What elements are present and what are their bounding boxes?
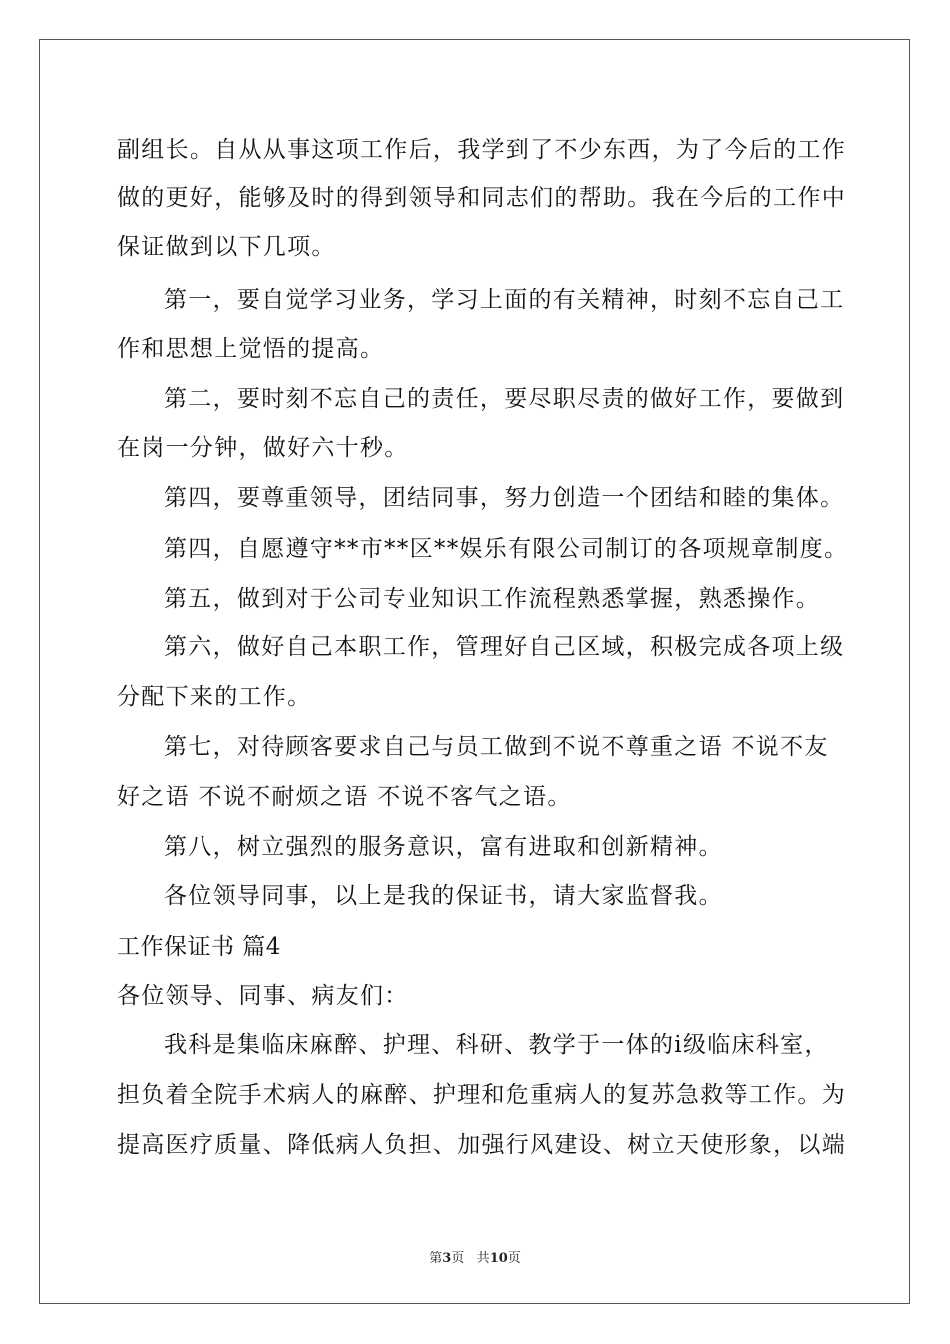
footer-total-suffix: 页 (507, 1251, 521, 1266)
page-border (39, 39, 910, 1304)
body-line: 第二，要时刻不忘自己的责任，要尽职尽责的做好工作，要做到 (164, 386, 845, 412)
body-line: 分配下来的工作。 (117, 684, 312, 710)
body-line: 第四，自愿遵守**市**区**娱乐有限公司制订的各项规章制度。 (164, 536, 849, 562)
salutation-line: 各位领导、同事、病友们： (117, 983, 409, 1009)
body-line: 副组长。自从从事这项工作后，我学到了不少东西，为了今后的工作 (117, 137, 846, 163)
footer-page-suffix: 页 (451, 1251, 465, 1266)
body-line: 作和思想上觉悟的提高。 (117, 336, 385, 362)
body-line: 我科是集临床麻醉、护理、科研、教学于一体的ⅰ级临床科室， (164, 1032, 829, 1058)
body-line: 做的更好，能够及时的得到领导和同志们的帮助。我在今后的工作中 (117, 185, 846, 211)
footer-page-current: 3 (442, 1251, 452, 1266)
body-line: 第八，树立强烈的服务意识，富有进取和创新精神。 (164, 834, 723, 860)
body-line: 在岗一分钟，做好六十秒。 (117, 435, 409, 461)
body-line: 保证做到以下几项。 (117, 234, 336, 260)
body-line: 第六，做好自己本职工作，管理好自己区域，积极完成各项上级 (164, 634, 845, 660)
body-line: 第四，要尊重领导，团结同事，努力创造一个团结和睦的集体。 (164, 485, 845, 511)
section-heading: 工作保证书 篇4 (117, 934, 281, 960)
page-footer (0, 1247, 950, 1266)
footer-page-total: 10 (489, 1251, 508, 1266)
body-line: 第五，做到对于公司专业知识工作流程熟悉掌握，熟悉操作。 (164, 586, 821, 612)
footer-total-prefix: 共 (476, 1251, 490, 1266)
footer-page-prefix: 第 (429, 1251, 443, 1266)
body-line: 第七，对待顾客要求自己与员工做到不说不尊重之语 不说不友 (164, 734, 829, 760)
body-line: 好之语 不说不耐烦之语 不说不客气之语。 (117, 784, 572, 810)
body-line: 提高医疗质量、降低病人负担、加强行风建设、树立天使形象，以端 (117, 1132, 846, 1158)
body-line: 第一，要自觉学习业务，学习上面的有关精神，时刻不忘自己工 (164, 287, 845, 313)
body-line: 各位领导同事，以上是我的保证书，请大家监督我。 (164, 883, 723, 909)
body-line: 担负着全院手术病人的麻醉、护理和危重病人的复苏急救等工作。为 (117, 1082, 846, 1108)
